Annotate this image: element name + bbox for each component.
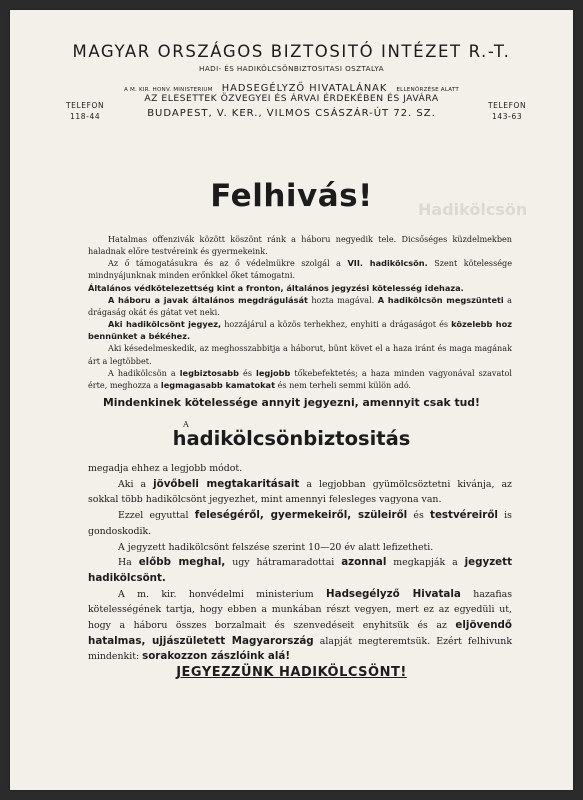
paragraph xyxy=(88,367,512,391)
paragraph xyxy=(88,461,512,477)
paragraph xyxy=(88,555,512,586)
intro-body xyxy=(88,233,512,391)
text-run: a legjobban gyümölcsöztetni kivánja, az sokkal több hadikölcsönt jegyezhet, mint amennyi felesleges vagyona van. xyxy=(88,478,512,506)
bold-run: Aki hadikölcsönt jegyez, xyxy=(108,319,222,330)
paragraph xyxy=(88,587,512,666)
bold-run: jegyzett hadikölcsönt. xyxy=(88,556,513,584)
purpose-line: AZ ELESETTEK ÖZVEGYEI ÉS ÁRVAI ÉRDEKÉBEN ÉS JAVÁRA xyxy=(144,93,439,104)
big-word: hadikölcsönbiztositás xyxy=(172,427,411,450)
bold-run: A háboru a javak általános megdrágulását xyxy=(108,294,308,305)
paragraph xyxy=(88,294,512,318)
text-run: Ezzel egyuttal xyxy=(118,510,195,522)
text-run: ugy hátramaradottai xyxy=(225,557,342,569)
phone-left xyxy=(66,100,104,122)
bold-run: eljövendő hatalmas, ujjászületett Magyarország xyxy=(88,619,512,647)
paragraph xyxy=(88,540,512,556)
bold-run: jövőbeli megtakaritásait xyxy=(153,477,300,490)
paragraph xyxy=(88,508,512,539)
bold-run: VII. hadikölcsön. xyxy=(347,258,428,269)
main-body xyxy=(88,461,512,665)
bold-run: A hadikölcsön megszünteti xyxy=(377,294,504,305)
bold-run: feleségéről, gyermekeiről, szüleiről xyxy=(194,509,408,522)
text-run: hozzájárul a közös terhekhez, enyhiti a drágaságot és xyxy=(221,319,452,330)
paragraph xyxy=(88,257,512,281)
institute-title: MAGYAR ORSZÁGOS BIZTOSITÓ INTÉZET R.-T. xyxy=(72,42,511,61)
bold-run: legmagasabb kamatokat xyxy=(160,379,275,390)
bleed-through-text: Hadikölcsön xyxy=(418,200,528,219)
text-run: hozta magával. xyxy=(307,294,378,305)
text-run: és nem terheli semmi külön adó. xyxy=(275,379,412,390)
bold-run: legjobb xyxy=(256,367,291,378)
phone-right xyxy=(488,100,526,122)
duty-line: Mindenkinek kötelessége annyit jegyezni, amennyit csak tud! xyxy=(103,396,480,409)
paragraph xyxy=(88,477,512,508)
headline: Felhivás! xyxy=(210,178,373,214)
bold-run: sorakozzon zászlóink alá! xyxy=(142,650,291,663)
bold-run: testvéreiről xyxy=(430,509,498,522)
paragraph xyxy=(88,233,512,257)
text-run: tőkebefektetés; a haza minden vagyonával szavatol érte, meghozza a xyxy=(88,367,513,390)
bold-run: Általános védkötelezettség kint a fronton, általános jegyzési kötelesség idehaza. xyxy=(88,282,464,293)
text-run: megadja ehhez a legjobb módot. xyxy=(88,463,243,474)
text-run: Ha xyxy=(118,557,139,569)
paragraph xyxy=(88,318,512,342)
text-run: Az ő támogatásukra és az ő védelmükre szolgál a xyxy=(108,258,348,269)
address-line: BUDAPEST, V. KER., VILMOS CSÁSZÁR-ÚT 72. SZ. xyxy=(147,108,436,119)
text-run: A m. kir. honvédelmi ministerium xyxy=(118,588,326,600)
text-run: A jegyzett hadikölcsönt felszése szerint 10—20 év alatt lefizetheti. xyxy=(118,541,434,553)
department-line: HADI- ÉS HADIKÖLCSÖNBIZTOSITASI OSZTALYA xyxy=(199,64,384,73)
text-run: is gondoskodik. xyxy=(88,510,512,537)
text-run: alapját megteremtsük. Ezért felhivunk mindenkit: xyxy=(88,635,512,663)
closing-slogan: JEGYEZZÜNK HADIKÖLCSÖNT! xyxy=(176,665,407,680)
ministry-prefix: A M. KIR. HONV. MINISTERIUM xyxy=(124,87,213,93)
section-mark: A xyxy=(183,420,189,429)
paragraph xyxy=(88,342,512,366)
paragraph xyxy=(88,282,512,294)
phone-left-label: TELEFON xyxy=(66,101,105,110)
office-name: HADSEGÉLYZŐ HIVATALÁNAK xyxy=(221,83,388,94)
text-run: megkapják a xyxy=(386,557,465,569)
text-run: a drágaság okát és gátat vet neki. xyxy=(88,294,512,317)
text-run: A hadikölcsön a xyxy=(108,367,180,378)
text-run: Szent kötelessége mindnyájunknak minden erőnkkel őket támogatni. xyxy=(88,258,513,281)
bold-run: azonnal xyxy=(341,556,387,569)
text-run: és xyxy=(407,510,431,522)
phone-left-number: 118-44 xyxy=(70,112,101,121)
bold-run: előbb meghal, xyxy=(138,556,226,569)
text-run: és xyxy=(239,367,257,378)
text-run: Aki a xyxy=(118,478,154,490)
bold-run: közelebb hoz bennünket a békéhez. xyxy=(88,319,513,342)
bold-run: legbiztosabb xyxy=(179,367,240,378)
text-run: Aki késedelmeskedik, az meghosszabbitja a háborut, bünt követ el a haza iránt és maga magának árt a legtöbbet. xyxy=(88,343,512,366)
phone-right-number: 143-63 xyxy=(492,112,523,121)
text-run: Hatalmas offenzivák között köszönt ránk a háboru negyedik tele. Dicsőséges küzdelmekben haladnak előre testvéreink és gyermekeink. xyxy=(88,234,512,257)
supervision-text: ELLENŐRZÉSE ALATT xyxy=(396,87,459,93)
text-run: hazafias kötelességének tartja, hogy ebben a munkában részt vegyen, mert ez az egyedüli ut, hogy a háboru összes borzalmait és szenvedéseit enyhitsük és az xyxy=(88,588,513,632)
bold-run: Hadsegélyző Hivatala xyxy=(326,587,461,600)
phone-right-label: TELEFON xyxy=(488,101,527,110)
